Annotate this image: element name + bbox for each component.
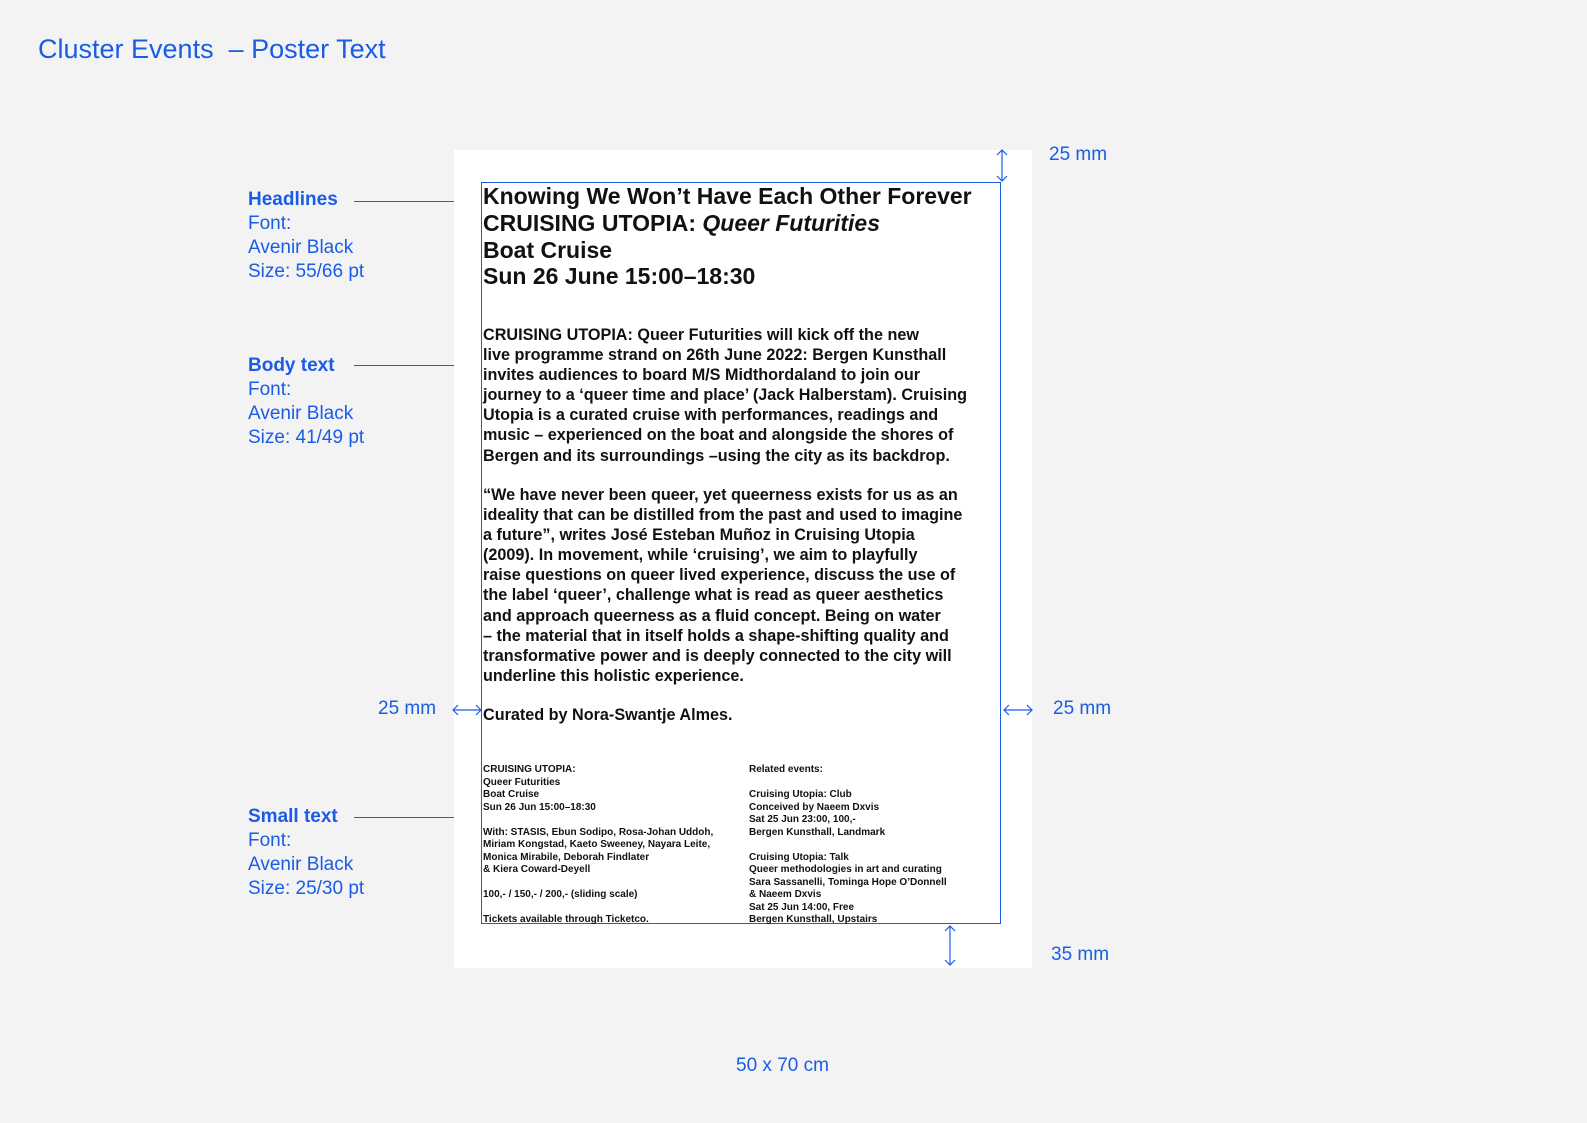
text-line: live programme strand on 26th June 2022: Bergen Kunsthall <box>483 346 947 365</box>
text-line: Utopia is a curated cruise with performances, readings and <box>483 406 939 425</box>
text-line: CRUISING UTOPIA: <box>483 764 576 775</box>
text-line: Related events: <box>749 764 823 775</box>
spec-font-name: Avenir Black <box>248 237 354 258</box>
spec-heading: Headlines <box>248 189 338 210</box>
headline-subtitle <box>483 210 972 237</box>
text-line: & Naeem Dxvis <box>749 889 822 900</box>
text-line: journey to a ‘queer time and place’ (Jack Halberstam). Cruising <box>483 386 967 405</box>
text-line: Cruising Utopia: Talk <box>749 851 849 863</box>
headline-title: Knowing We Won’t Have Each Other Forever <box>483 183 972 209</box>
top-margin-arrow-icon <box>994 148 1010 184</box>
text-line <box>483 814 713 827</box>
spec-size: Size: 41/49 pt <box>248 427 365 448</box>
headline-date: Sun 26 June 15:00–18:30 <box>483 263 756 290</box>
text-line: Tickets available through Ticketco. <box>483 914 649 925</box>
left-margin-label: 25 mm <box>378 698 437 719</box>
spec-body-text <box>248 354 364 450</box>
spec-font-name: Avenir Black <box>248 854 354 875</box>
spec-heading: Small text <box>248 806 338 827</box>
text-line: a future”, writes José Esteban Muñoz in Cruising Utopia <box>483 526 915 545</box>
small-text-right <box>749 764 947 927</box>
headline-subtitle-italic: Queer Futurities <box>702 209 881 236</box>
left-margin-arrow-icon <box>451 702 483 718</box>
text-line: – the material that in itself holds a shape-shifting quality and <box>483 626 949 645</box>
spec-font-label: Font: <box>248 213 292 234</box>
spec-font-label: Font: <box>248 379 292 400</box>
spec-heading: Body text <box>248 355 335 376</box>
text-line: transformative power and is deeply connected to the city will <box>483 646 952 665</box>
poster-headlines <box>483 183 972 290</box>
text-line: Boat Cruise <box>483 789 540 800</box>
spec-leader-line <box>354 365 455 366</box>
text-line: invites audiences to board M/S Midthordaland to join our <box>483 366 921 385</box>
top-margin-label: 25 mm <box>1049 144 1108 165</box>
bottom-margin-arrow-icon <box>942 924 958 968</box>
text-line <box>483 902 713 915</box>
text-line: Sara Sassanelli, Tominga Hope O’Donnell <box>749 876 947 888</box>
text-line: Conceived by Naeem Dxvis <box>749 801 880 813</box>
text-line: 100,- / 150,- / 200,- (sliding scale) <box>483 889 638 900</box>
headline-event-type: Boat Cruise <box>483 236 613 263</box>
text-line: and approach queerness as a fluid concept. Being on water <box>483 606 941 625</box>
text-line: underline this holistic experience. <box>483 666 744 685</box>
spec-small-text <box>248 805 364 901</box>
spec-size: Size: 25/30 pt <box>248 878 365 899</box>
body-paragraph-2 <box>483 485 998 686</box>
spec-leader-line <box>354 817 455 818</box>
page-title: Cluster Events – Poster Text <box>38 34 386 64</box>
text-line: Monica Mirabile, Deborah Findlater <box>483 851 650 863</box>
right-margin-arrow-icon <box>1002 702 1034 718</box>
bottom-margin-label: 35 mm <box>1051 944 1110 965</box>
headline-subtitle-prefix: CRUISING UTOPIA: <box>483 209 703 236</box>
text-line: Bergen Kunsthall, Landmark <box>749 826 886 838</box>
spec-headlines <box>248 188 364 284</box>
small-text-left <box>483 764 713 927</box>
text-line: Sat 25 Jun 14:00, Free <box>749 901 855 913</box>
text-line: With: STASIS, Ebun Sodipo, Rosa-Johan Uddoh, <box>483 826 714 838</box>
spec-font-label: Font: <box>248 830 292 851</box>
text-line: & Kiera Coward-Deyell <box>483 864 591 875</box>
text-line: the label ‘queer’, challenge what is read as queer aesthetics <box>483 586 944 605</box>
text-line: Queer Futurities <box>483 776 561 788</box>
text-line <box>749 777 947 790</box>
text-line: “We have never been queer, yet queerness exists for us as an <box>483 486 958 504</box>
text-line: Sat 25 Jun 23:00, 100,- <box>749 814 856 825</box>
poster-size-label: 50 x 70 cm <box>736 1055 829 1076</box>
text-line: Bergen and its surroundings –using the city as its backdrop. <box>483 446 950 465</box>
spec-font-name: Avenir Black <box>248 403 354 424</box>
spec-leader-line <box>354 201 455 202</box>
text-line: CRUISING UTOPIA: Queer Futurities will kick off the new <box>483 326 919 344</box>
right-margin-label: 25 mm <box>1053 698 1112 719</box>
text-line: Bergen Kunsthall, Upstairs <box>749 914 878 925</box>
text-line <box>749 839 947 852</box>
text-line: raise questions on queer lived experience, discuss the use of <box>483 566 956 585</box>
text-line: Miriam Kongstad, Kaeto Sweeney, Nayara Leite, <box>483 839 711 850</box>
body-paragraph-1 <box>483 325 998 466</box>
text-line <box>483 877 713 890</box>
text-line: Cruising Utopia: Club <box>749 789 852 800</box>
text-line: Sun 26 Jun 15:00–18:30 <box>483 801 596 813</box>
text-line: music – experienced on the boat and alongside the shores of <box>483 426 954 445</box>
text-line: ideality that can be distilled from the past and used to imagine <box>483 506 963 525</box>
text-line: Queer methodologies in art and curating <box>749 864 942 875</box>
spec-size: Size: 55/66 pt <box>248 261 365 282</box>
curated-by: Curated by Nora-Swantje Almes. <box>483 706 733 724</box>
text-line: (2009). In movement, while ‘cruising’, we aim to playfully <box>483 546 918 565</box>
